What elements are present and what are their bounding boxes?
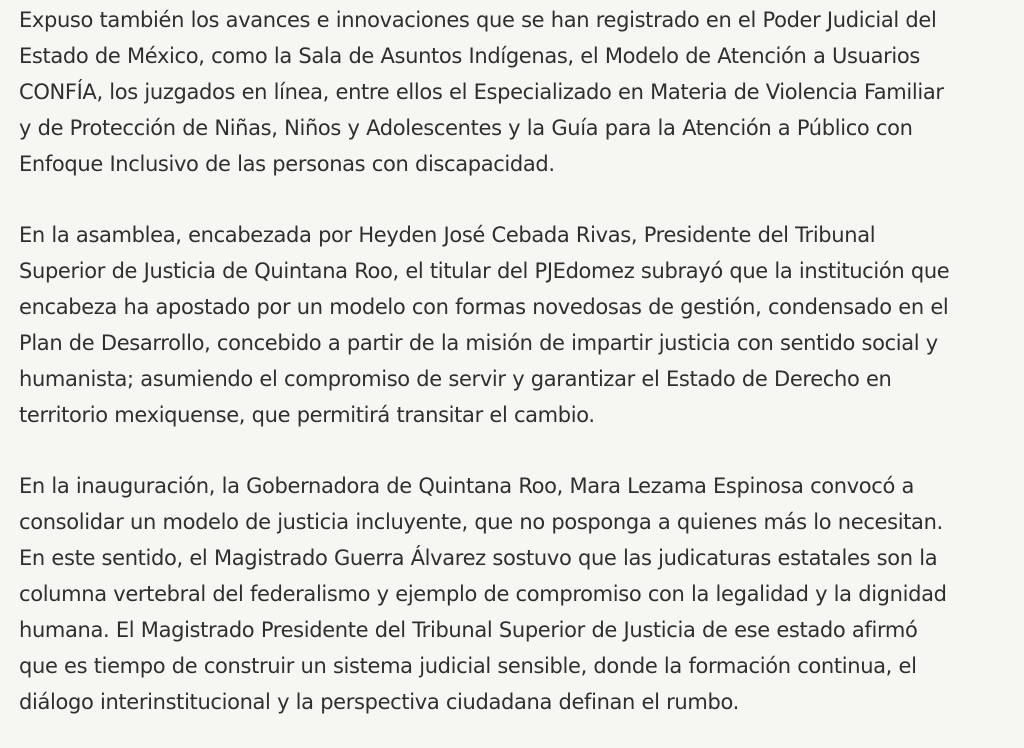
paragraph-line: CONFÍA, los juzgados en línea, entre ellos el Especializado en Materia de Violencia Familiar — [19, 80, 944, 104]
paragraph-line: En la inauguración, la Gobernadora de Quintana Roo, Mara Lezama Espinosa convocó a — [19, 474, 915, 498]
paragraph-1 — [19, 2, 1009, 182]
paragraph-line: Expuso también los avances e innovaciones que se han registrado en el Poder Judicial del — [19, 8, 937, 32]
paragraph-line: Enfoque Inclusivo de las personas con discapacidad. — [19, 152, 555, 176]
paragraph-line: diálogo interinstitucional y la perspectiva ciudadana definan el rumbo. — [19, 690, 739, 714]
paragraph-line: Plan de Desarrollo, concebido a partir de la misión de impartir justicia con sentido social y — [19, 331, 938, 355]
paragraph-line: que es tiempo de construir un sistema judicial sensible, donde la formación continua, el — [19, 654, 917, 678]
paragraph-line: En la asamblea, encabezada por Heyden José Cebada Rivas, Presidente del Tribunal — [19, 223, 876, 247]
paragraph-2 — [19, 217, 1009, 433]
paragraph-3 — [19, 468, 1009, 720]
paragraph-line: En este sentido, el Magistrado Guerra Álvarez sostuvo que las judicaturas estatales son la — [19, 546, 938, 570]
paragraph-line: encabeza ha apostado por un modelo con formas novedosas de gestión, condensado en el — [19, 295, 949, 319]
paragraph-line: y de Protección de Niñas, Niños y Adolescentes y la Guía para la Atención a Público con — [19, 116, 913, 140]
paragraph-line: columna vertebral del federalismo y ejemplo de compromiso con la legalidad y la dignidad — [19, 582, 947, 606]
paragraph-line: humana. El Magistrado Presidente del Tribunal Superior de Justicia de ese estado afirmó — [19, 618, 918, 642]
paragraph-line: territorio mexiquense, que permitirá transitar el cambio. — [19, 403, 595, 427]
paragraph-line: humanista; asumiendo el compromiso de servir y garantizar el Estado de Derecho en — [19, 367, 892, 391]
paragraph-line: Superior de Justicia de Quintana Roo, el titular del PJEdomez subrayó que la institución que — [19, 259, 950, 283]
paragraph-line: consolidar un modelo de justicia incluyente, que no posponga a quienes más lo necesitan. — [19, 510, 943, 534]
paragraph-line: Estado de México, como la Sala de Asuntos Indígenas, el Modelo de Atención a Usuarios — [19, 44, 920, 68]
